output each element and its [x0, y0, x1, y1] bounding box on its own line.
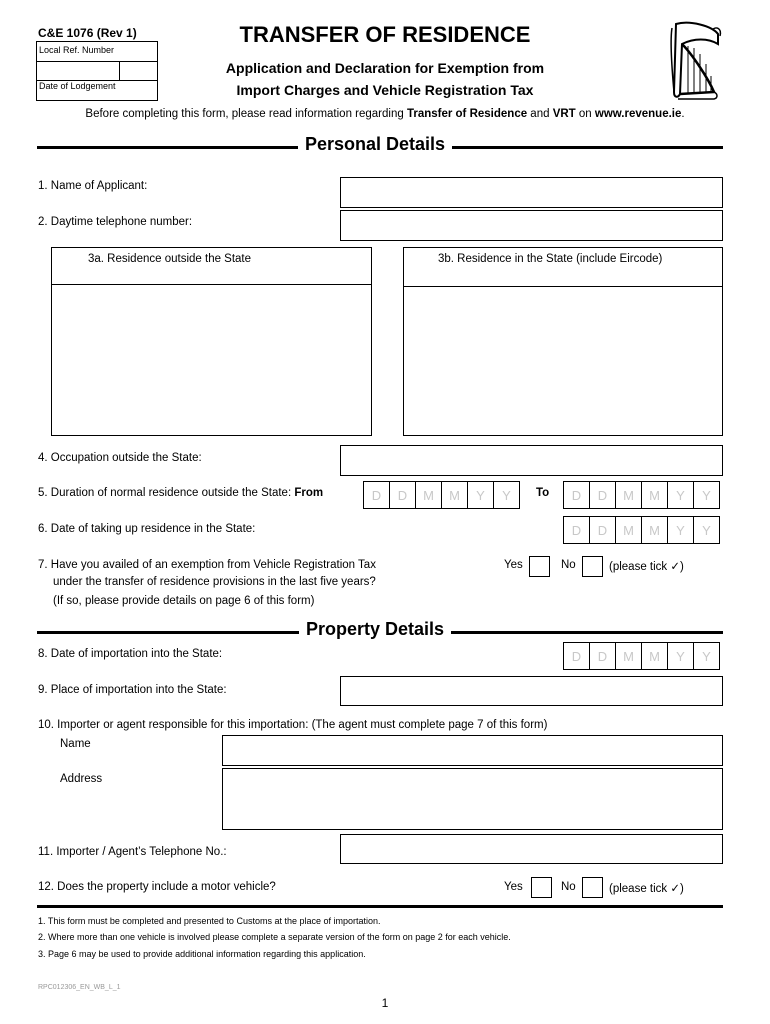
date-cell[interactable]: M	[615, 481, 642, 509]
date-cell[interactable]: M	[615, 516, 642, 544]
form-subtitle-line2: Import Charges and Vehicle Registration Tax	[236, 82, 534, 98]
q9-label: 9. Place of importation into the State:	[38, 684, 227, 696]
q12-label: 12. Does the property include a motor vehicle?	[38, 881, 276, 893]
q5-from-label: From	[294, 487, 324, 499]
q7-line3: (If so, please provide details on page 6 of this form)	[53, 595, 315, 607]
date-cell[interactable]: D	[389, 481, 416, 509]
q7-yes-checkbox[interactable]	[529, 556, 550, 577]
importation-place-input[interactable]	[340, 676, 723, 706]
q3b-label: 3b. Residence in the State (include Eircode)	[438, 253, 663, 265]
telephone-input[interactable]	[340, 210, 723, 241]
date-cell[interactable]: M	[641, 481, 668, 509]
residence-inside-input[interactable]	[404, 287, 722, 435]
form-title: TRANSFER OF RESIDENCE	[239, 22, 531, 47]
occupation-input[interactable]	[340, 445, 723, 476]
intro-text	[0, 108, 770, 120]
date-cell[interactable]: M	[615, 642, 642, 670]
date-cell[interactable]: Y	[693, 481, 720, 509]
date-cell[interactable]: D	[589, 516, 616, 544]
residence-outside-box	[51, 247, 372, 436]
q5-to-label: To	[536, 487, 550, 499]
harp-emblem-icon	[668, 20, 724, 102]
q4-label: 4. Occupation outside the State:	[38, 452, 202, 464]
note-1: 1. This form must be completed and presented to Customs at the place of importation.	[38, 916, 381, 926]
date-cell[interactable]: D	[563, 516, 590, 544]
q7-yes-label: Yes	[504, 559, 523, 571]
q11-label: 11. Importer / Agent’s Telephone No.:	[38, 846, 227, 858]
q7-no-checkbox[interactable]	[582, 556, 603, 577]
q7-line2: under the transfer of residence provisions in the last five years?	[53, 576, 376, 588]
q6-label: 6. Date of taking up residence in the State:	[38, 523, 256, 535]
applicant-name-input[interactable]	[340, 177, 723, 208]
date-cell[interactable]: Y	[693, 516, 720, 544]
revenue-link[interactable]: www.revenue.ie	[594, 108, 682, 120]
q10-address-label: Address	[60, 773, 103, 785]
date-cell[interactable]: M	[441, 481, 468, 509]
q7-no-label: No	[561, 559, 576, 571]
local-ref-label: Local Ref. Number	[39, 45, 115, 55]
residence-outside-input[interactable]	[52, 285, 371, 435]
property-section-title: Property Details	[299, 619, 451, 640]
lodgement-date-label: Date of Lodgement	[39, 81, 116, 91]
q7-tick-hint: (please tick ✓)	[609, 561, 684, 573]
date-cell[interactable]: Y	[667, 642, 694, 670]
intro-mid: and	[527, 108, 553, 120]
q12-tick-hint: (please tick ✓)	[609, 883, 684, 895]
q2-label: 2. Daytime telephone number:	[38, 216, 193, 228]
q1-label: 1. Name of Applicant:	[38, 180, 148, 192]
date-cell[interactable]: D	[563, 481, 590, 509]
date-cell[interactable]: Y	[493, 481, 520, 509]
q12-yes-checkbox[interactable]	[531, 877, 552, 898]
q5-text: 5. Duration of normal residence outside the State:	[38, 487, 295, 499]
date-cell[interactable]: M	[641, 516, 668, 544]
personal-section-title: Personal Details	[298, 134, 452, 155]
agent-name-input[interactable]	[222, 735, 723, 766]
form-subtitle-line1: Application and Declaration for Exemption from	[225, 60, 545, 76]
q12-yes-label: Yes	[504, 881, 523, 893]
agent-telephone-input[interactable]	[340, 834, 723, 864]
intro-prefix: Before completing this form, please read information regarding	[85, 108, 407, 120]
date-cell[interactable]: D	[589, 481, 616, 509]
intro-bold-transfer: Transfer of Residence	[406, 108, 528, 120]
notes-rule	[37, 905, 723, 908]
date-cell[interactable]: Y	[667, 481, 694, 509]
intro-end: .	[681, 108, 685, 120]
note-2: 2. Where more than one vehicle is involved please complete a separate version of the form on page 2 for each vehicle.	[38, 932, 511, 942]
q5-label	[38, 487, 323, 499]
residence-inside-box	[403, 247, 723, 436]
q8-label: 8. Date of importation into the State:	[38, 648, 223, 660]
note-3: 3. Page 6 may be used to provide additional information regarding this application.	[38, 949, 366, 959]
date-cell[interactable]: D	[363, 481, 390, 509]
q12-no-checkbox[interactable]	[582, 877, 603, 898]
date-cell[interactable]: Y	[693, 642, 720, 670]
document-reference: RPC012306_EN_WB_L_1	[38, 984, 121, 991]
date-cell[interactable]: Y	[667, 516, 694, 544]
form-code: C&E 1076 (Rev 1)	[38, 26, 137, 40]
date-cell[interactable]: Y	[467, 481, 494, 509]
property-section-rule	[37, 619, 723, 639]
q10-name-label: Name	[60, 738, 91, 750]
q7-line1: 7. Have you availed of an exemption from Vehicle Registration Tax	[38, 559, 376, 571]
q12-no-label: No	[561, 881, 576, 893]
date-cell[interactable]: M	[415, 481, 442, 509]
q3a-label: 3a. Residence outside the State	[88, 253, 252, 265]
date-cell[interactable]: D	[589, 642, 616, 670]
intro-bold-vrt: VRT	[552, 108, 576, 120]
agent-address-input[interactable]	[222, 768, 723, 830]
date-cell[interactable]: M	[641, 642, 668, 670]
personal-section-rule	[37, 134, 723, 154]
page-number: 1	[381, 996, 389, 1010]
q10-label: 10. Importer or agent responsible for this importation: (The agent must complete page 7 of this form)	[38, 719, 548, 731]
date-cell[interactable]: D	[563, 642, 590, 670]
intro-on: on	[575, 108, 595, 120]
